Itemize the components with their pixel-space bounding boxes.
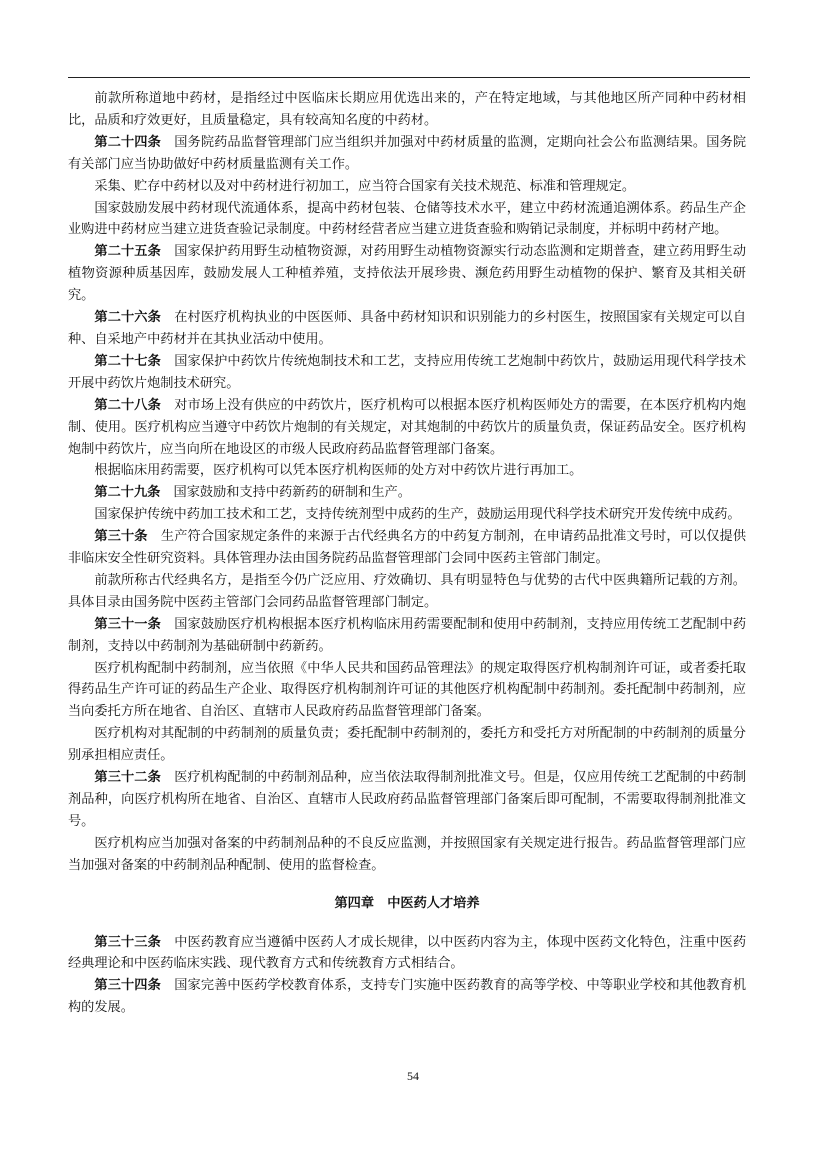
article-number: 第二十七条 — [94, 353, 161, 369]
paragraph-text: 国务院药品监督管理部门应当组织并加强对中药材质量的监测，定期向社会公布监测结果。国务院有关部门应当协助做好中药材质量监测有关工作。 — [68, 134, 747, 172]
paragraph-text: 国家保护药用野生动植物资源，对药用野生动植物资源实行动态监测和定期普查，建立药用野生动植物资源种质基因库，鼓励发展人工种植养殖，支持依法开展珍贵、濒危药用野生动植物的保护、繁育及其相关研究。 — [68, 244, 747, 304]
paragraph-text: 根据临床用药需要，医疗机构可以凭本医疗机构医师的处方对中药饮片进行再加工。 — [94, 463, 583, 479]
article-paragraph — [68, 975, 746, 1019]
article-number: 第三十四条 — [94, 978, 161, 994]
paragraph-text: 采集、贮存中药材以及对中药材进行初加工，应当符合国家有关技术规范、标准和管理规定。 — [94, 178, 636, 194]
paragraph-text: 在村医疗机构执业的中医医师、具备中药材知识和识别能力的乡村医生，按照国家有关规定可以自种、自采地产中药材并在其执业活动中使用。 — [68, 310, 747, 347]
article-number: 第三十一条 — [94, 616, 161, 632]
paragraph-text: 医疗机构配制的中药制剂品种，应当依法取得制剂批准文号。但是，仅应用传统工艺配制的中药制剂品种，向医疗机构所在地省、自治区、直辖市人民政府药品监督管理部门备案后即可配制，不需要取得制剂批准文号。 — [68, 770, 747, 829]
article-paragraph — [68, 395, 746, 461]
paragraph — [68, 504, 746, 526]
page-number: 54 — [407, 1069, 419, 1083]
article-number: 第二十九条 — [94, 485, 161, 501]
paragraph-text: 国家鼓励和支持中药新药的研制和生产。 — [173, 485, 411, 501]
paragraph-text: 医疗机构应当加强对备案的中药制剂品种的不良反应监测，并按照国家有关规定进行报告。药品监督管理部门应当加强对备案的中药制剂品种配制、使用的监督检查。 — [68, 835, 746, 873]
article-number: 第三十三条 — [94, 934, 161, 950]
paragraph-text: 医疗机构配制中药制剂，应当依照《中华人民共和国药品管理法》的规定取得医疗机构制剂许可证，或者委托取得药品生产许可证的药品生产企业、取得医疗机构制剂许可证的其他医疗机构配制中药制剂。委托配制中药制剂，应当向委托方所在地省、自治区、直辖市人民政府药品监督管理部门备案。 — [68, 660, 746, 720]
paragraph — [68, 460, 746, 482]
paragraph-text: 国家保护中药饮片传统炮制技术和工艺，支持应用传统工艺炮制中药饮片，鼓励运用现代科学技术开展中药饮片炮制技术研究。 — [68, 353, 747, 391]
article-number: 第三十条 — [94, 529, 148, 545]
chapter-heading: 第四章 中医药人才培养 — [334, 895, 480, 911]
document-body — [68, 88, 746, 1019]
paragraph-text: 对市场上没有供应的中药饮片，医疗机构可以根据本医疗机构医师处方的需要，在本医疗机构内炮制、使用。医疗机构应当遵守中药饮片炮制的有关规定，对其炮制的中药饮片的质量负责，保证药品安全。医疗机构炮制中药饮片，应当向所在地设区的市级人民政府药品监督管理部门备案。 — [68, 397, 747, 457]
article-paragraph — [68, 351, 746, 395]
paragraph — [68, 198, 746, 242]
header-rule — [68, 77, 750, 78]
paragraph-text: 国家鼓励发展中药材现代流通体系，提高中药材包装、仓储等技术水平，建立中药材流通追溯体系。药品生产企业购进中药材应当建立进货查验记录制度。中药材经营者应当建立进货查验和购销记录制度，并标明中药材产地。 — [68, 200, 746, 238]
article-paragraph — [68, 241, 746, 307]
paragraph-text: 国家保护传统中药加工技术和工艺，支持传统剂型中成药的生产，鼓励运用现代科学技术研究开发传统中成药。 — [94, 507, 741, 523]
paragraph — [68, 176, 746, 198]
article-number: 第二十四条 — [94, 134, 161, 150]
article-paragraph — [68, 932, 746, 976]
article-number: 第二十六条 — [94, 310, 161, 326]
paragraph-text: 生产符合国家规定条件的来源于古代经典名方的中药复方制剂，在申请药品批准文号时，可以仅提供非临床安全性研究资料。具体管理办法由国务院药品监督管理部门会同中医药主管部门制定。 — [68, 529, 747, 567]
paragraph — [68, 658, 746, 724]
paragraph-text: 国家完善中医药学校教育体系，支持专门实施中医药教育的高等学校、中等职业学校和其他教育机构的发展。 — [68, 978, 747, 1016]
paragraph — [68, 833, 746, 877]
article-number: 第二十八条 — [94, 397, 161, 413]
paragraph — [68, 570, 746, 614]
paragraph-text: 国家鼓励医疗机构根据本医疗机构临床用药需要配制和使用中药制剂，支持应用传统工艺配制中药制剂，支持以中药制剂为基础研制中药新药。 — [68, 616, 747, 654]
article-paragraph — [68, 307, 746, 351]
paragraph-text: 医疗机构对其配制的中药制剂的质量负责；委托配制中药制剂的，委托方和受托方对所配制的中药制剂的质量分别承担相应责任。 — [68, 726, 746, 764]
article-paragraph — [68, 482, 746, 504]
article-number: 第三十二条 — [94, 770, 161, 786]
paragraph-text: 前款所称道地中药材，是指经过中医临床长期应用优选出来的，产在特定地域，与其他地区所产同种中药材相比，品质和疗效更好，且质量稳定，具有较高知名度的中药材。 — [68, 91, 746, 128]
paragraph — [68, 723, 746, 767]
article-number: 第二十五条 — [94, 244, 161, 260]
article-paragraph — [68, 614, 746, 658]
article-paragraph — [68, 767, 746, 833]
article-paragraph — [68, 132, 746, 176]
article-paragraph — [68, 526, 746, 570]
paragraph — [68, 88, 746, 132]
paragraph-text: 前款所称古代经典名方，是指至今仍广泛应用、疗效确切、具有明显特色与优势的古代中医典籍所记载的方剂。具体目录由国务院中医药主管部门会同药品监督管理部门制定。 — [68, 572, 746, 610]
paragraph-text: 中医药教育应当遵循中医药人才成长规律，以中医药内容为主，体现中医药文化特色，注重中医药经典理论和中医药临床实践、现代教育方式和传统教育方式相结合。 — [68, 934, 747, 972]
